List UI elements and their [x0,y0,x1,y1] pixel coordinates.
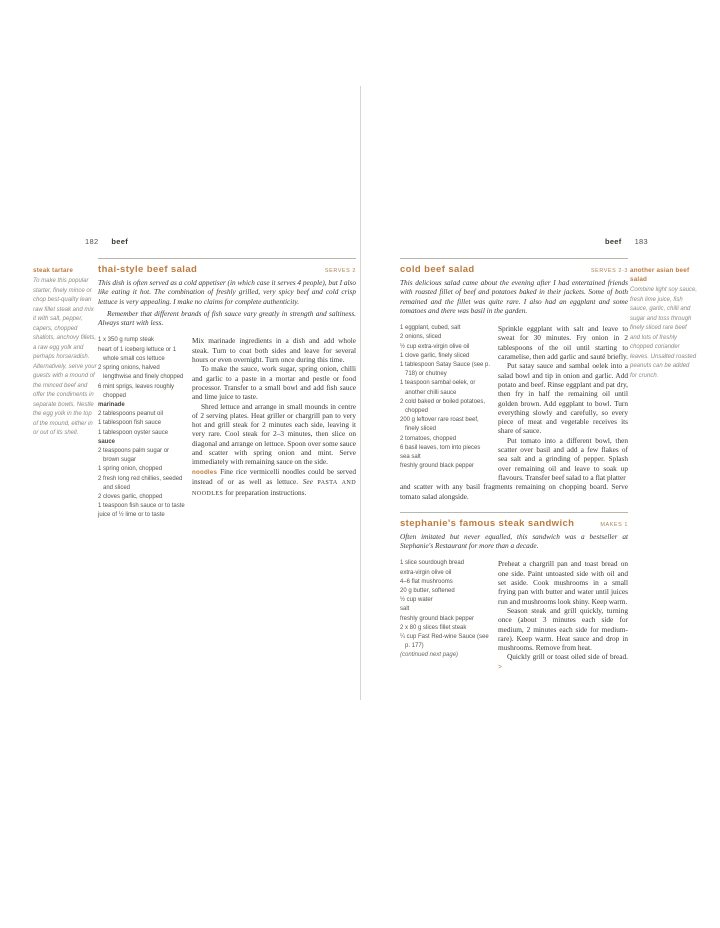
recipe-yield: SERVES 2-3 [590,268,628,274]
ingredient-line: 1 tablespoon Satay Sauce (see p. 718) or chutney [400,362,491,378]
ingredient-subhead: marinade [98,401,125,408]
recipe-yield: SERVES 2 [324,268,356,274]
method-paragraph: To make the sauce, work sugar, spring onion, chilli and garlic to a paste in a mortar and pestle or food processor. Transfer to a small bowl and add fish sauce and lime juice to taste. [192,364,356,402]
ingredient-line: sea salt [400,454,421,461]
recipe-intro: This dish is often served as a cold appetiser (in which case it serves 4 people), but I also like eating it hot. The combination of freshly grilled, very spicy beef and cold crisp lettuce is very appealing. I make no claims for complete authenticity. [98,278,356,306]
ingredient-line: 6 basil leaves, torn into pieces [400,444,481,451]
ingredient-line: 2 cold baked or boiled potatoes, chopped [400,398,486,415]
ingredient-line: extra-virgin olive oil [400,569,452,576]
recipe-intro: Remember that different brands of fish sauce vary greatly in strength and saltiness. Always start with less. [98,308,356,328]
continuation-note: (continued next page) [400,652,459,659]
ingredient-line: 1 teaspoon sambal oelek, or another chilli sauce [400,380,476,396]
recipe-intro: Often imitated but never equalled, this sandwich was a bestseller at Stephanie's Restaurant for more than a decade. [400,531,628,551]
ingredient-line: freshly ground black pepper [400,615,475,622]
ingredient-line: 1 slice sourdough bread [400,560,465,567]
margin-note-body: Combine light soy sauce, fresh lime juice, fish sauce, garlic, chilli and sugar and toss through finely sliced rare beef and lots of freshly chopped coriander leaves. Unsalted roasted peanuts can be added for crunch. [630,287,698,379]
ingredient-line: 2 spring onions, halved lengthwise and finely chopped [98,365,184,381]
ingredient-line: 1 spring onion, chopped [98,466,163,473]
ingredient-line: 6 mint sprigs, leaves roughly chopped [98,383,175,399]
section-rule [400,512,628,513]
see-label: See [302,476,313,486]
ingredient-line: 2 teaspoons palm sugar or brown sugar [98,447,170,464]
recipe-body [400,559,628,671]
ingredient-line: heart of 1 iceberg lettuce or 1 whole small cos lettuce [98,346,177,362]
ingredient-line: 2 onions, sliced [400,334,442,341]
margin-note-body: To make this popular starter, finely mince or chop best-quality lean raw fillet steak and mix it with salt, pepper, capers, chopped shallots, anchovy fillets, a raw egg yolk and perhaps horseradish. Alternatively, serve your guests with a mound of the minced beef and offer the condiments in separate bowls. Nestle the egg yolk in the top of the mound, either in or out of its shell. [33,278,97,436]
section-label: beef [604,237,622,246]
ingredient-line: salt [400,606,410,613]
ingredient-line: 1 eggplant, cubed, salt [400,325,461,332]
ingredient-line: juice of ½ lime or to taste [98,512,165,519]
recipe-intro: This delicious salad came about the evening after I had entertained friends with roasted fillet of beef and potatoes baked in their jackets. Some of both remained and the fillet was quite rare. I also had an eggplant and some tomatoes and there was basil in the garden. [400,278,628,315]
method-paragraph: Shred lettuce and arrange in small mounds in centre of 2 serving plates. Heat griller or chargrill pan to very hot and grill steak for 2 minutes each side, leaving it very rare. Cool steak for 2–3 minutes, then slice on diagonal and arrange on lettuce. Spoon over some sauce and scatter with spring onion and mint. Serve immediately with remaining sauce on the side. [192,401,356,467]
method-paragraph: Preheat a chargrill pan and toast bread on one side. Paint untoasted side with oil and set aside. Cook mushrooms in a small frying pan with butter and water until juices run and mushrooms look shiny. Keep warm. [498,559,628,606]
section-rule [98,258,356,259]
ingredient-line: ¼ cup Fast Red-wine Sauce (see p. 177) [400,634,489,650]
ingredient-line: ½ cup extra-virgin olive oil [400,343,470,350]
margin-note-title: steak tartare [33,267,74,274]
recipe-title: stephanie's famous steak sandwich [400,517,575,529]
margin-note-title: another asian beef salad [630,267,690,283]
page-number: 182 [85,237,99,246]
ingredient-line: 2 cloves garlic, chopped [98,493,163,500]
note-text: for preparation instructions. [225,488,307,498]
recipe-title: cold beef salad [400,264,475,275]
ingredient-line: ½ cup water [400,597,433,604]
method-paragraph: Put tomato into a different bowl, then scatter over basil and add a few flakes of sea salt and a grinding of pepper. Splash over remaining oil and leave to soak up flavours. Transfer beef salad to a flat platter [498,435,628,482]
recipe-title: thai-style beef salad [98,264,198,275]
method-text: Quickly grill or toast oiled side of bread. [507,652,628,662]
margin-note-steak-tartare [33,266,97,439]
method-column [498,559,628,671]
ingredients-column [400,324,498,482]
recipe-body [98,336,356,520]
method-note [192,467,356,500]
ingredient-line: 1 tablespoon fish sauce [98,420,162,427]
method-paragraph [498,652,628,671]
continuation-marker: > [498,661,503,671]
ingredient-line: 1 clove garlic, finely sliced [400,352,470,359]
right-recipes [400,258,628,671]
ingredient-line: freshly ground black pepper [400,463,475,470]
margin-note-another-asian-beef-salad [630,266,698,381]
right-page-header [400,237,648,246]
ingredient-subhead: sauce [98,438,116,445]
section-rule [400,258,628,259]
method-paragraph: Sprinkle eggplant with salt and leave to sweat for 30 minutes. Fry onion in 2 tablespoons of the oil until starting to caramelise, then add garlic and sauté briefly. [498,324,629,362]
ingredient-line: 20 g butter, softened [400,588,455,595]
note-label: noodles [192,468,218,476]
left-recipe [98,258,356,521]
method-paragraph-continued: and scatter with any basil fragments remaining on chopping board. Serve tomato salad alongside. [400,482,628,501]
recipe-yield: MAKES 1 [600,521,628,528]
section-label: beef [111,237,129,246]
ingredient-line: 1 teaspoon fish sauce or to taste [98,503,185,510]
method-paragraph: Put satay sauce and sambal oelek into a salad bowl and tip in onion and garlic. Add potato and beef. Rinse eggplant and pat dry, then fry in half the remaining oil until golden brown. Add eggplant to bowl. Turn everything slowly and carefully, so every piece of meat and vegetable receives its share of sauce. [498,361,628,436]
recipe-title-row [400,264,628,275]
ingredient-line: 1 tablespoon oyster sauce [98,429,169,436]
ingredient-line: 2 tablespoons peanut oil [98,411,164,418]
ingredient-line: 2 fresh long red chillies, seeded and sliced [98,475,183,491]
ingredient-line: 2 x 80 g slices fillet steak [400,624,467,631]
book-spine [360,86,361,700]
ingredients-column [400,559,498,671]
page-number: 183 [634,237,648,246]
ingredient-line: 200 g leftover rare roast beef, finely sliced [400,417,479,433]
method-column [498,324,628,482]
ingredient-line: 1 x 350 g rump steak [98,337,155,344]
ingredients-column [98,336,192,520]
ingredient-line: 2 tomatoes, chopped [400,435,457,442]
method-paragraph: Season steak and grill quickly, turning once (about 3 minutes each side for medium, 2 minutes each side for medium-rare). Keep warm. Heat sauce and drop in mushrooms. Remove from heat. [498,605,628,653]
ingredient-line: 4–6 flat mushrooms [400,578,453,585]
method-column [192,336,356,520]
method-paragraph: Mix marinade ingredients in a dish and add whole steak. Turn to coat both sides and leave for several hours or even overnight. Turn once during this time. [192,336,356,365]
cross-reference: PASTA AND NOODLES [192,479,357,498]
note-text: Fine rice vermicelli noodles could be served instead of or as well as lettuce. [192,466,356,486]
left-page-header [85,237,128,246]
recipe-title-row [400,518,628,529]
recipe-body [400,324,628,482]
recipe-title-row [98,264,356,275]
